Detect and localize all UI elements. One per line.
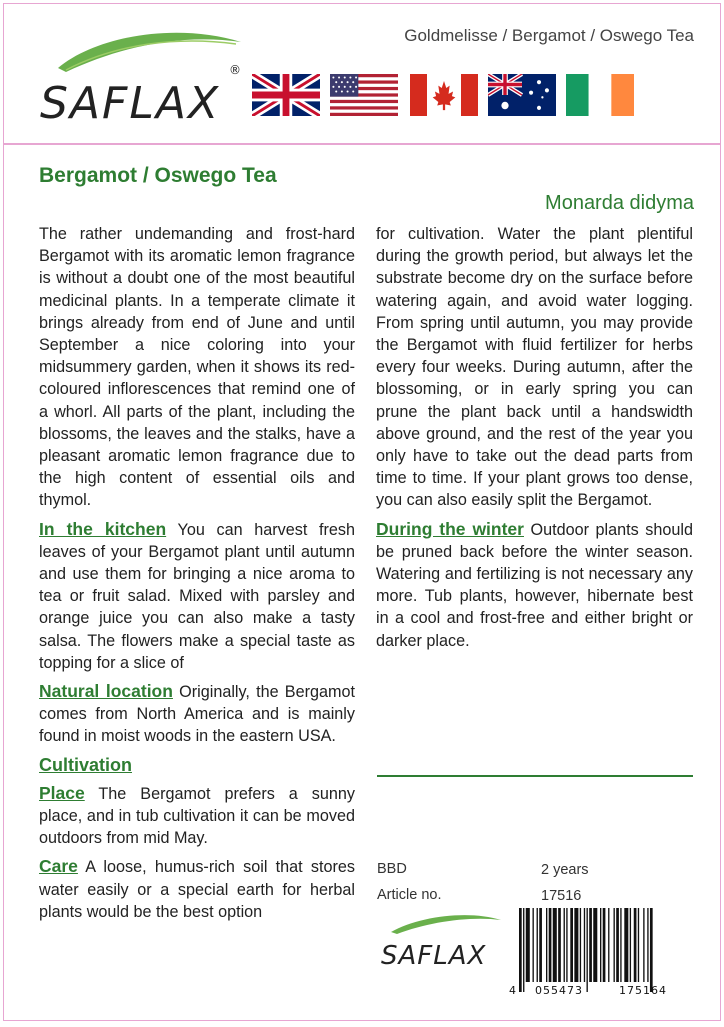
article-label: Article no. — [377, 887, 442, 903]
header — [4, 4, 720, 144]
winter-paragraph — [376, 518, 693, 652]
barcode-bar — [553, 908, 557, 982]
flag-australia-icon — [488, 74, 556, 116]
saflax-logo-small — [379, 910, 504, 970]
barcode-bar — [643, 908, 644, 982]
page-title: Bergamot / Oswego Tea — [39, 164, 277, 187]
barcode-bar — [558, 908, 561, 982]
barcode-bar — [523, 908, 524, 992]
kitchen-paragraph — [39, 518, 355, 674]
barcode-bar — [549, 908, 552, 982]
seed-packet-back — [3, 3, 721, 1021]
barcode-bar — [519, 908, 522, 992]
barcode-bar — [630, 908, 631, 982]
location-paragraph — [39, 680, 355, 748]
barcode-bar — [584, 908, 585, 982]
barcode-bar — [647, 908, 648, 982]
flag-usa-icon — [330, 74, 398, 116]
barcode-bar — [614, 908, 615, 982]
text-column-left — [39, 223, 355, 929]
barcode-bar — [593, 908, 597, 982]
barcode-bar — [603, 908, 606, 982]
bbd-value: 2 years — [541, 862, 589, 878]
place-heading: Place — [39, 782, 85, 803]
barcode-bar — [589, 908, 592, 982]
barcode-bar — [564, 908, 565, 982]
barcode-bar — [580, 908, 581, 982]
barcode-bar — [620, 908, 621, 982]
barcode-bar — [624, 908, 628, 982]
barcode-bar — [533, 908, 534, 982]
barcode-bar — [537, 908, 538, 982]
place-paragraph — [39, 782, 355, 850]
care-text: A loose, humus-rich soil that stores water easily or a special earth for herbal plants would be the best option — [39, 858, 355, 921]
logo-leaf-icon — [58, 33, 241, 72]
barcode-bar — [634, 908, 637, 982]
cultivation-heading: Cultivation — [39, 754, 132, 775]
saflax-logo — [36, 24, 246, 128]
barcode — [507, 906, 697, 998]
article-value: 17516 — [541, 888, 582, 904]
barcode-bar — [526, 908, 530, 982]
winter-text: Outdoor plants should be pruned back before the winter season. Watering and fertilizing is not necessary any more. Tub plants, however, hibernate best in a cool and frost-free and either bright or darker place. — [376, 520, 693, 650]
winter-heading: During the winter — [376, 518, 524, 539]
location-text: Originally, the Bergamot comes from North America and is mainly found in moist woods in the eastern USA. — [39, 683, 355, 746]
kitchen-heading: In the kitchen — [39, 518, 167, 539]
flag-uk-icon — [252, 74, 320, 116]
registered-mark: ® — [229, 63, 241, 77]
care-paragraph-start — [39, 855, 355, 923]
barcode-digit-first: 4 — [509, 984, 516, 997]
intro-paragraph: The rather undemanding and frost-hard Bergamot with its aromatic lemon fragrance is without a doubt one of the most beautiful medicinal plants. In a temperate climate it brings already from end of June and until September a nice coloring into your midsummery garden, when it shows its red-coloured inflorescences that remind one of a whorl. All parts of the plant, including the blossoms, the leaves and the stalks, have a pleasant aromatic lemon fragrance due to the high content of essential oils and thymol. — [39, 225, 355, 510]
barcode-bar — [650, 908, 653, 992]
barcode-group-left: 055473 — [535, 984, 583, 997]
barcode-bar — [539, 908, 542, 982]
barcode-bar — [638, 908, 639, 982]
logo-small-leaf-icon — [391, 915, 501, 934]
location-heading: Natural location — [39, 681, 173, 702]
logo-wordmark: SAFLAX — [40, 78, 221, 128]
care-paragraph-continued: for cultivation. Water the plant plentiful during the growth period, but always let the substrate become dry on the surface before watering again, and avoid water logging. From spring until autumn, you may provide the Bergamot with fluid fertilizer for herbs every four weeks. During autumn, after the blossoming, or in early spring you can prune the plant back until a handswidth above ground, and the rest of the year you only have to take out the dead parts from time to time. If your plant grows too dense, you can also easily split the Bergamot. — [376, 225, 693, 510]
header-divider — [4, 143, 720, 145]
flag-canada-icon — [410, 74, 478, 116]
barcode-bar — [616, 908, 619, 982]
barcode-bar — [608, 908, 609, 982]
barcode-bar — [566, 908, 567, 982]
barcode-bar — [570, 908, 573, 982]
barcode-bar — [574, 908, 578, 982]
flag-ireland-icon — [566, 74, 634, 116]
product-line: Goldmelisse / Bergamot / Oswego Tea — [404, 26, 694, 45]
barcode-bar — [546, 908, 547, 982]
barcode-bar — [587, 908, 588, 992]
latin-name: Monarda didyma — [545, 192, 694, 214]
barcode-group-right: 175164 — [619, 984, 667, 997]
bbd-label: BBD — [377, 861, 407, 877]
place-text: The Bergamot prefers a sunny place, and in tub cultivation it can be moved outdoors from mid May. — [39, 784, 355, 848]
logo-small-wordmark: SAFLAX — [381, 941, 487, 970]
care-heading: Care — [39, 856, 78, 877]
section-divider — [377, 775, 693, 777]
text-column-right — [376, 223, 693, 658]
kitchen-text: You can harvest fresh leaves of your Bergamot plant until autumn and use them for bringing a nice aroma to tea or fruit salad. Mixed with parsley and orange juice you can also make a tasty salsa. The flowers make a special taste as topping for a slice of — [39, 520, 355, 672]
barcode-bar — [600, 908, 601, 982]
